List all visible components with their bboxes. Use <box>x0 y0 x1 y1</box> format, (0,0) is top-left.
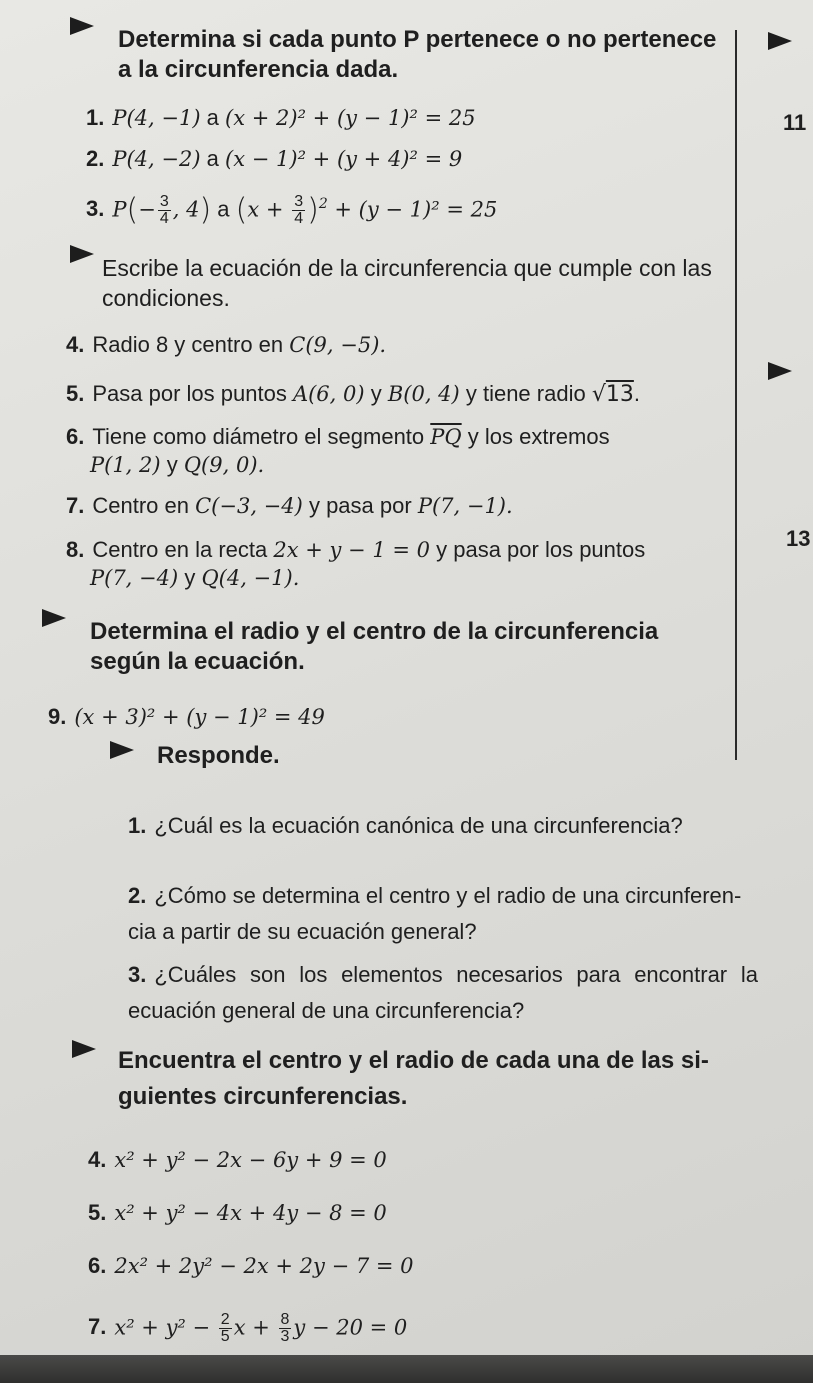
exercise-8: 8. Centro en la recta 2x + y − 1 = 0 y pasa por los puntos P(7, −4) y Q(4, −1). <box>66 537 646 590</box>
section-arrow-icon <box>42 609 66 627</box>
exercise-4: 4. Radio 8 y centro en C(9, −5). <box>66 332 387 357</box>
margin-number: 11 <box>783 110 807 135</box>
exercise-5-4: 4. x² + y² − 2x − 6y + 9 = 0 <box>88 1147 387 1172</box>
section-arrow-icon <box>70 17 94 35</box>
page-edge-shadow <box>0 1355 813 1383</box>
exercise-5: 5. Pasa por los puntos A(6, 0) y B(0, 4) y tiene radio √13. <box>66 381 640 407</box>
exercise-5-7: 7. x² + y² − $\frac{2}{5}$ x + $\frac{8}{3}$ y − 20 = 0 <box>88 1311 408 1345</box>
section-arrow-icon <box>110 741 134 759</box>
exercise-9: 9. (x + 3)² + (y − 1)² = 49 <box>48 704 325 729</box>
instruction-2: Escribe la ecuación de la circunferencia que cumple con las condiciones. <box>102 255 712 311</box>
question-1: 1. ¿Cuál es la ecuación canónica de una circunferencia? <box>128 813 683 838</box>
margin-arrow-icon <box>768 32 792 50</box>
exercise-3: 3. P(− $\frac{3}{4}$ , 4) a (x + $\frac{3}{4}$ )$^2$ + (y − 1)² = 25 <box>86 192 498 228</box>
exercise-6: 6. Tiene como diámetro el segmento $\overline{PQ}$ y los extremos P(1, 2) y Q(9, 0). <box>66 424 610 477</box>
exercise-5-5: 5. x² + y² − 4x + 4y − 8 = 0 <box>88 1200 387 1225</box>
question-3: 3. ¿Cuáles son los elementos necesarios para encontrar la ecuación general de una circunferencia? <box>128 962 758 1023</box>
exercise-2: 2. P(4, −2) a (x − 1)² + (y + 4)² = 9 <box>86 146 463 171</box>
exercise-5-6: 6. 2x² + 2y² − 2x + 2y − 7 = 0 <box>88 1253 414 1278</box>
instruction-5: Encuentra el centro y el radio de cada una de las si- guientes circunferencias. <box>118 1047 709 1110</box>
exercise-7: 7. Centro en C(−3, −4) y pasa por P(7, −1). <box>66 493 513 518</box>
instruction-4: Responde. <box>157 742 280 769</box>
instruction-1: Determina si cada punto P pertenece o no pertenece a la circunferencia dada. <box>118 26 717 83</box>
margin-number: 13 <box>786 526 811 551</box>
section-arrow-icon <box>72 1040 96 1058</box>
exercise-1: 1. P(4, −1) a (x + 2)² + (y − 1)² = 25 <box>86 105 476 130</box>
instruction-3: Determina el radio y el centro de la circunferencia según la ecuación. <box>90 618 659 675</box>
margin-arrow-icon <box>768 362 792 380</box>
question-2: 2. ¿Cómo se determina el centro y el radio de una circunferen- cia a partir de su ecuación general? <box>128 883 742 944</box>
section-arrow-icon <box>70 245 94 263</box>
margin-divider <box>735 30 737 760</box>
